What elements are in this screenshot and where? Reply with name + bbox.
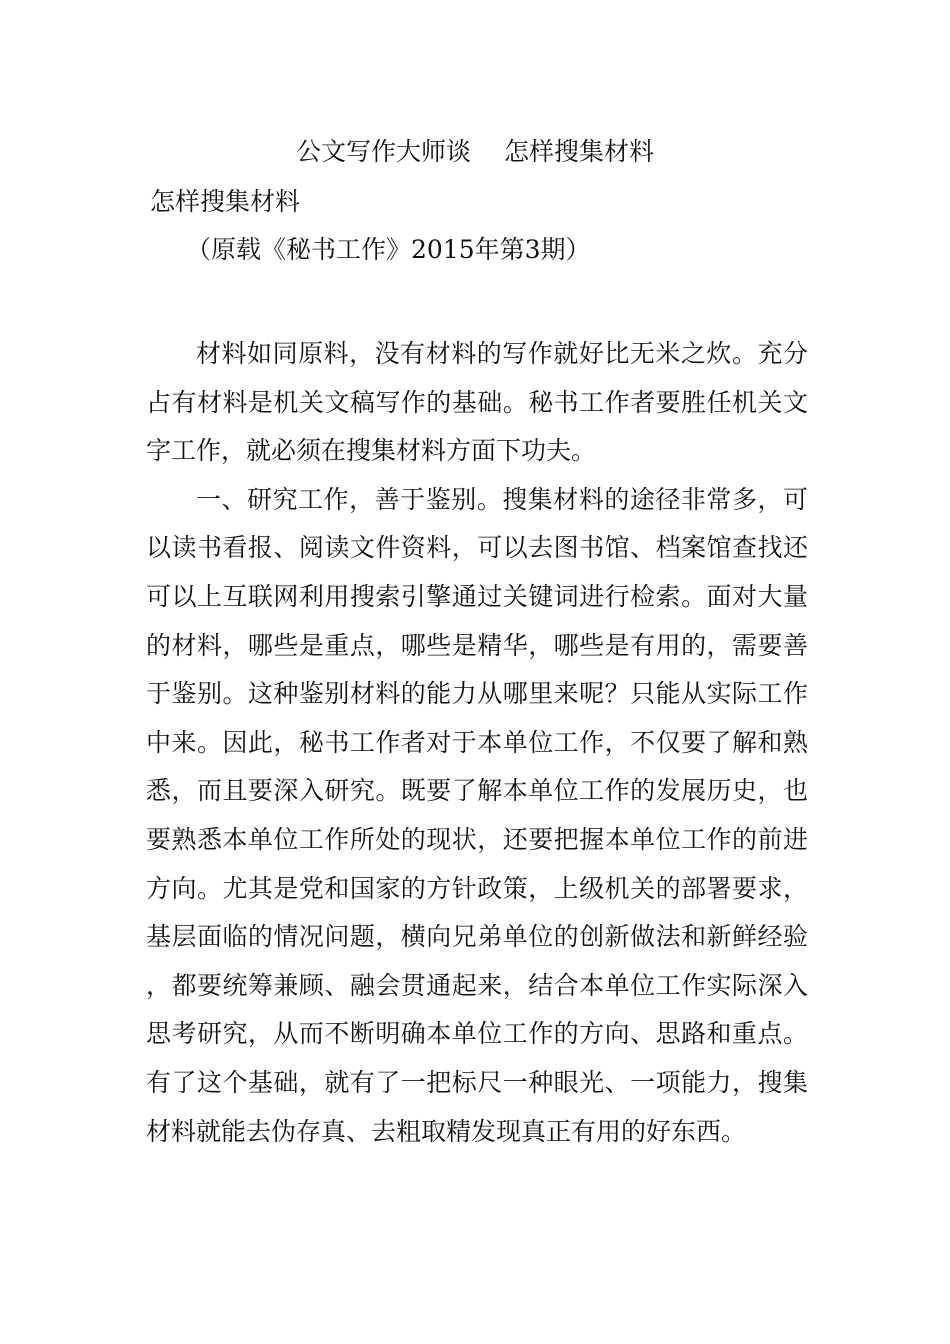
document-subtitle: 怎样搜集材料 (150, 187, 301, 216)
paragraph-intro: 材料如同原料，没有材料的写作就好比无米之炊。充分占有材料是机关文稿写作的基础。秘书工作者要胜任机关文字工作，就必须在搜集材料方面下功夫。 (146, 339, 808, 466)
paragraph-section-one: 一、研究工作，善于鉴别。搜集材料的途径非常多，可以读书看报、阅读文件资料，可以去图书馆、档案馆查找还可以上互联网利用搜索引擎通过关键词进行检索。面对大量的材料，哪些是重点，哪些是精华，哪些是有用的，需要善于鉴别。这种鉴别材料的能力从哪里来呢？只能从实际工作中来。因此，秘书工作者对于本单位工作，不仅要了解和熟悉，而且要深入研究。既要了解本单位工作的发展历史，也要熟悉本单位工作所处的现状，还要把握本单位工作的前进方向。尤其是党和国家的方针政策，上级机关的部署要求，基层面临的情况问题，横向兄弟单位的创新做法和新鲜经验，都要统筹兼顾、融会贯通起来，结合本单位工作实际深入思考研究，从而不断明确本单位工作的方向、思路和重点。有了这个基础，就有了一把标尺一种眼光、一项能力，搜集材料就能去伪存真、去粗取精发现真正有用的好东西。 (146, 484, 808, 1146)
document-title: 公文写作大师谈 怎样搜集材料 (296, 137, 654, 166)
source-note: （原载《秘书工作》2015年第3期） (186, 235, 591, 264)
document-body (146, 330, 808, 1156)
